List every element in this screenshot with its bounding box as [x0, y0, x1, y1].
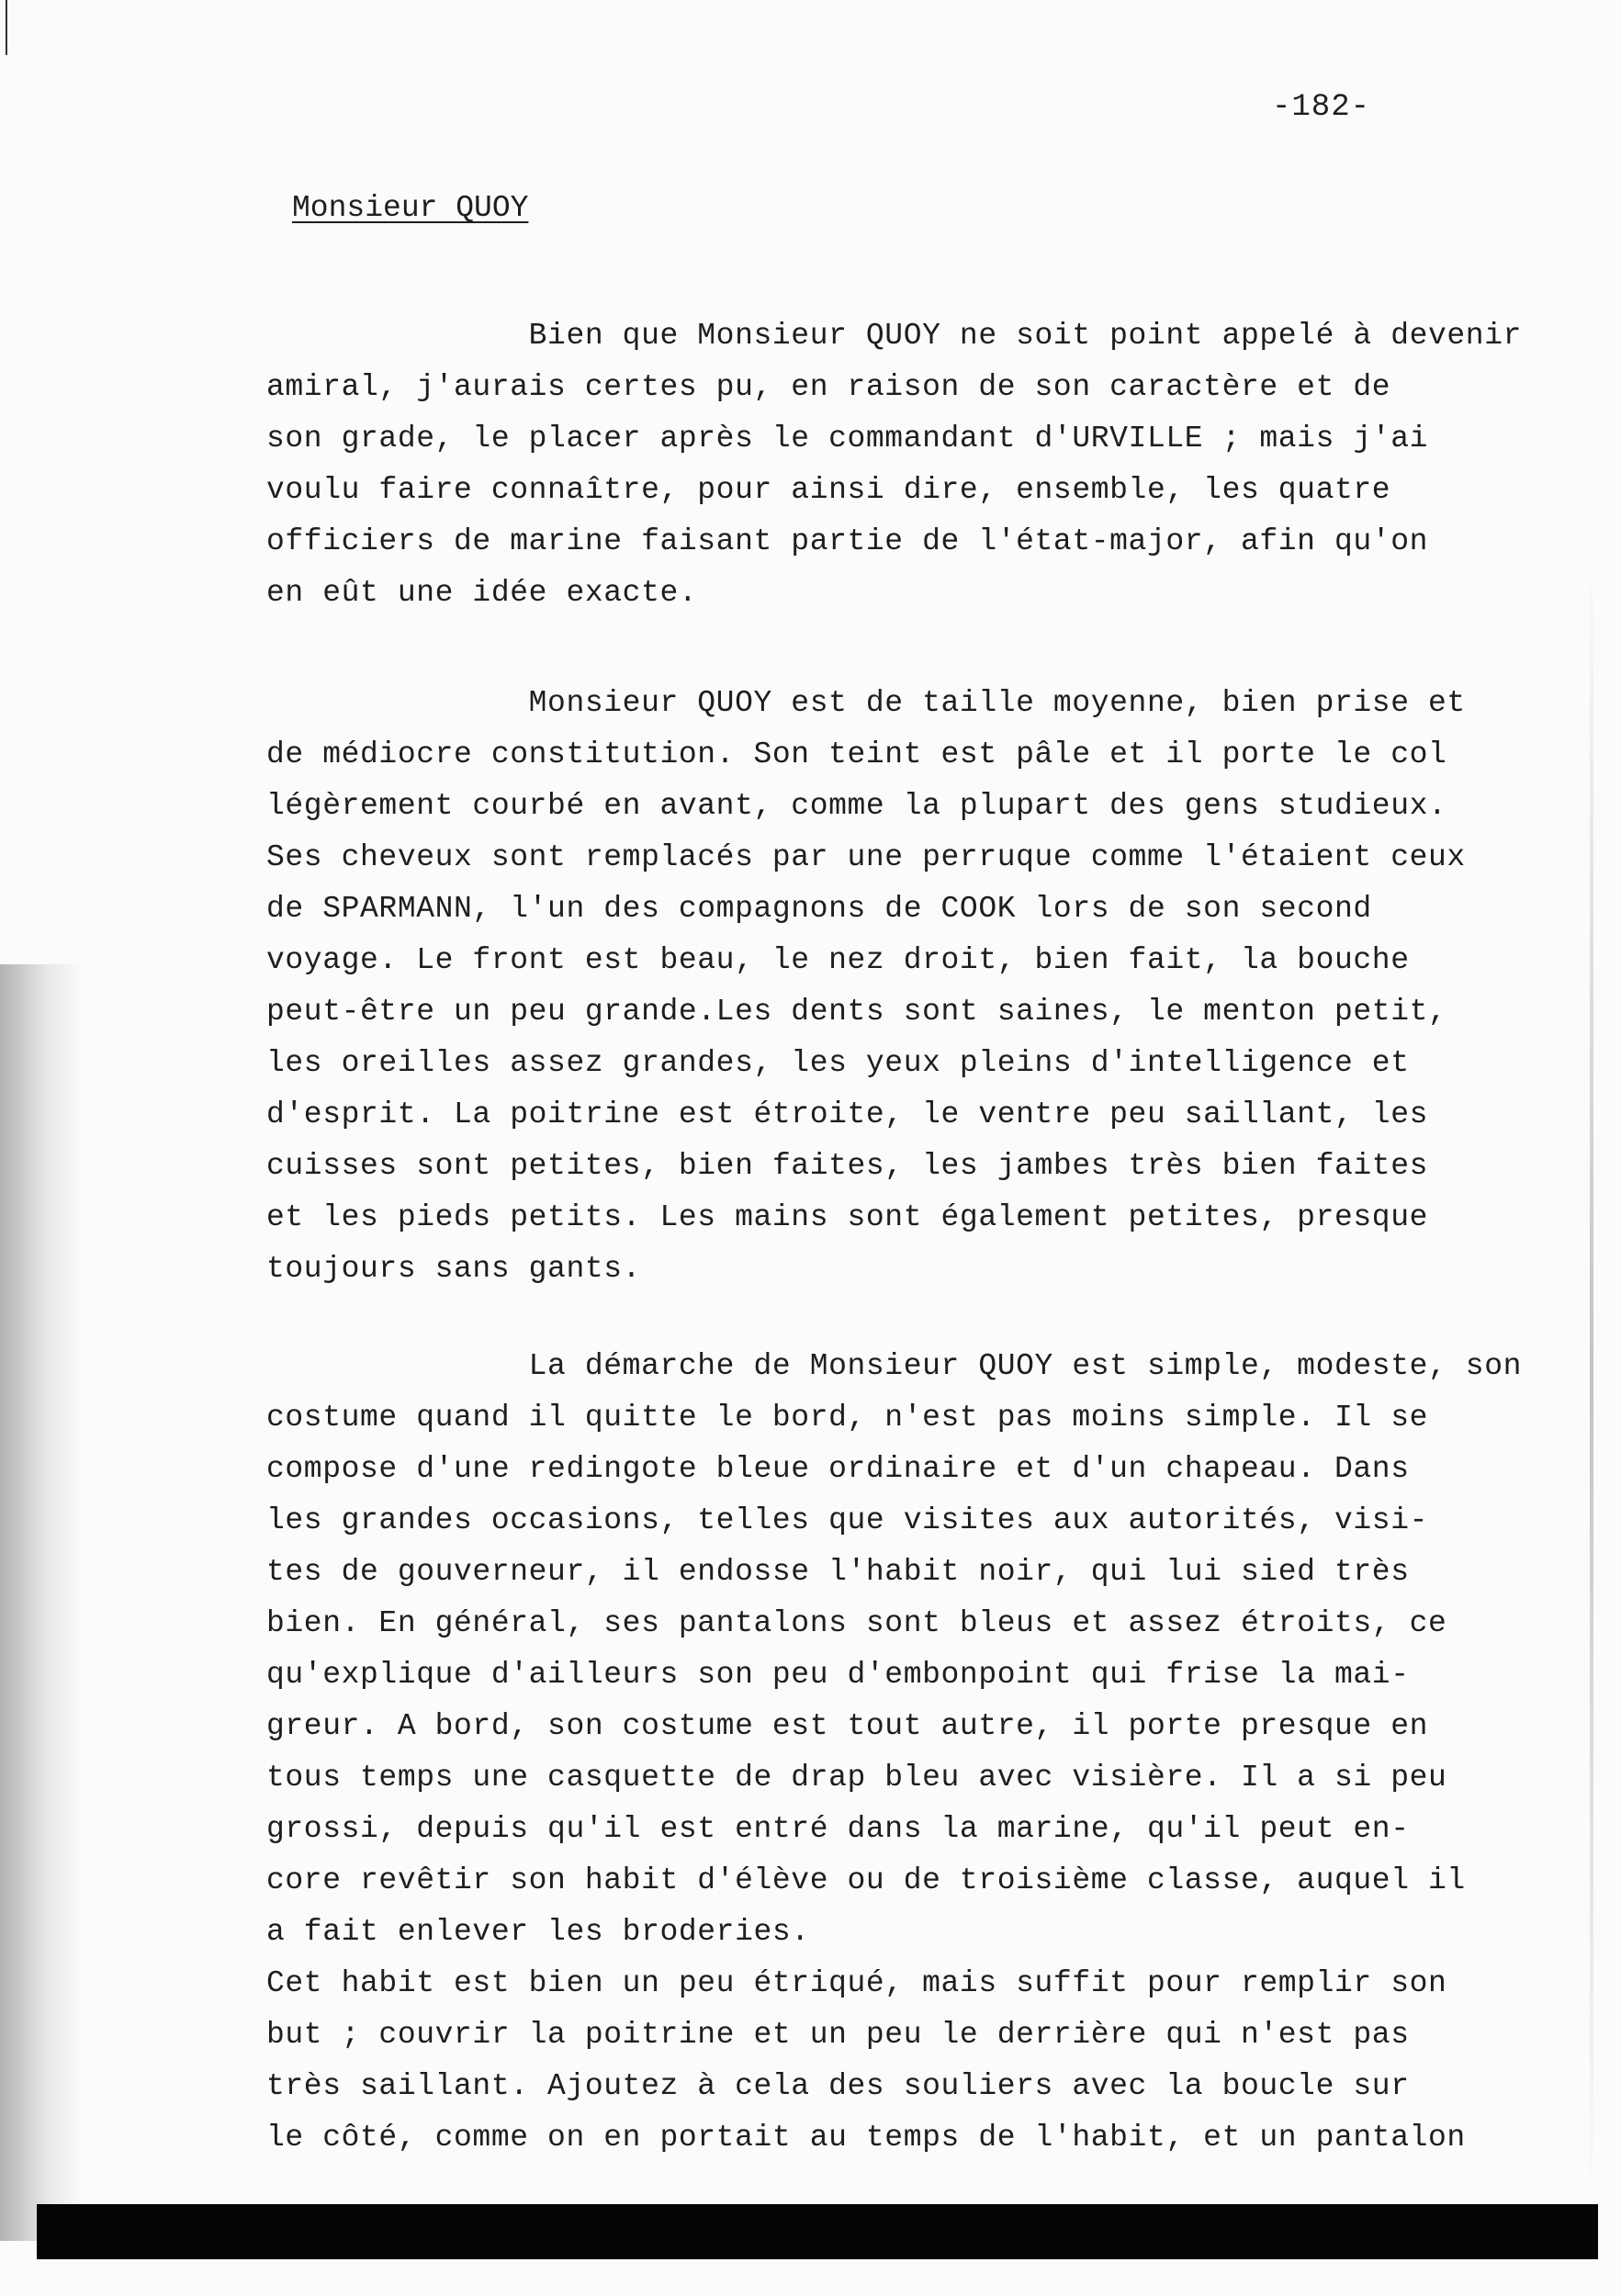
text-line: peut-être un peu grande.Les dents sont saines, le menton petit,: [266, 995, 1447, 1029]
text-line: tous temps une casquette de drap bleu avec visière. Il a si peu: [266, 1761, 1447, 1795]
text-line: cuisses sont petites, bien faites, les jambes très bien faites: [266, 1149, 1428, 1183]
text-line: costume quand il quitte le bord, n'est pas moins simple. Il se: [266, 1401, 1428, 1435]
page-edge-shadow: [1590, 551, 1593, 2204]
text-line: greur. A bord, son costume est tout autre, il porte presque en: [266, 1709, 1428, 1743]
text-line: les grandes occasions, telles que visites aux autorités, visi-: [266, 1503, 1428, 1537]
text-line: voyage. Le front est beau, le nez droit, bien fait, la bouche: [266, 943, 1410, 977]
paragraph-2: [266, 678, 1534, 1295]
section-heading: Monsieur QUOY: [292, 191, 529, 225]
text-line: les oreilles assez grandes, les yeux pleins d'intelligence et: [266, 1046, 1410, 1080]
text-line: core revêtir son habit d'élève ou de troisième classe, auquel il: [266, 1863, 1466, 1897]
page-number: -182-: [1272, 90, 1371, 125]
text-line: et les pieds petits. Les mains sont également petites, presque: [266, 1200, 1428, 1234]
text-line: tes de gouverneur, il endosse l'habit noir, qui lui sied très: [266, 1555, 1410, 1589]
text-line: légèrement courbé en avant, comme la plupart des gens studieux.: [266, 789, 1447, 823]
text-line: de SPARMANN, l'un des compagnons de COOK lors de son second: [266, 892, 1372, 926]
text-line: Cet habit est bien un peu étriqué, mais suffit pour remplir son: [266, 1966, 1447, 2000]
text-line: La démarche de Monsieur QUOY est simple, modeste, son: [266, 1349, 1523, 1383]
text-line: voulu faire connaître, pour ainsi dire, ensemble, les quatre: [266, 473, 1391, 507]
scan-bottom-border: [37, 2204, 1598, 2259]
text-line: qu'explique d'ailleurs son peu d'embonpoint qui frise la mai-: [266, 1658, 1410, 1692]
text-line: toujours sans gants.: [266, 1252, 642, 1286]
text-line: Ses cheveux sont remplacés par une perruque comme l'étaient ceux: [266, 840, 1466, 874]
text-line: bien. En général, ses pantalons sont bleus et assez étroits, ce: [266, 1606, 1447, 1640]
text-line: son grade, le placer après le commandant d'URVILLE ; mais j'ai: [266, 422, 1428, 456]
text-line: en eût une idée exacte.: [266, 576, 698, 610]
text-line: d'esprit. La poitrine est étroite, le ventre peu saillant, les: [266, 1097, 1428, 1131]
text-line: de médiocre constitution. Son teint est pâle et il porte le col: [266, 737, 1447, 771]
text-line: grossi, depuis qu'il est entré dans la marine, qu'il peut en-: [266, 1812, 1410, 1846]
text-line: a fait enlever les broderies.: [266, 1915, 810, 1949]
margin-rule: [6, 0, 7, 55]
binding-shadow: [0, 964, 83, 2241]
text-line: amiral, j'aurais certes pu, en raison de son caractère et de: [266, 370, 1391, 404]
text-line: Bien que Monsieur QUOY ne soit point appelé à devenir: [266, 319, 1523, 353]
text-line: le côté, comme on en portait au temps de l'habit, et un pantalon: [266, 2121, 1466, 2155]
text-line: très saillant. Ajoutez à cela des souliers avec la boucle sur: [266, 2069, 1410, 2103]
text-line: but ; couvrir la poitrine et un peu le derrière qui n'est pas: [266, 2018, 1410, 2052]
paragraph-3: [266, 1341, 1534, 2164]
text-line: compose d'une redingote bleue ordinaire et d'un chapeau. Dans: [266, 1452, 1410, 1486]
text-line: Monsieur QUOY est de taille moyenne, bien prise et: [266, 686, 1466, 720]
text-line: officiers de marine faisant partie de l'état-major, afin qu'on: [266, 524, 1428, 558]
paragraph-1: [266, 310, 1534, 619]
